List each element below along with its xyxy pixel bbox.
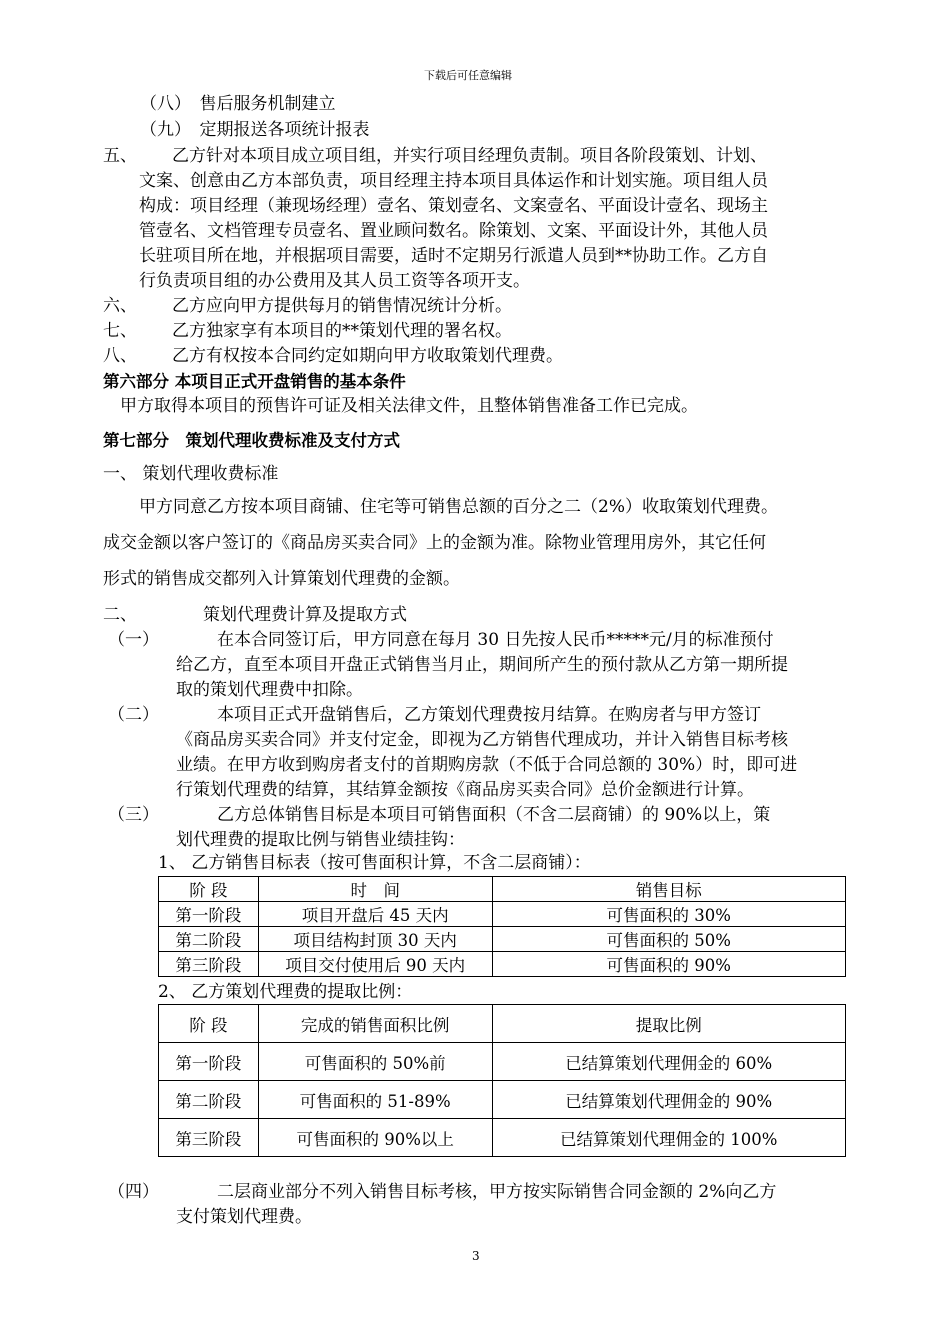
clause-1-number: （一） xyxy=(108,630,159,650)
column-header: 阶 段 xyxy=(159,877,259,902)
part-6-heading: 第六部分 本项目正式开盘销售的基本条件 xyxy=(103,372,406,391)
section-5-line-1: 乙方针对本项目成立项目组，并实行项目经理负责制。项目各阶段策划、计划、 xyxy=(172,146,767,166)
clause-2-number: （二） xyxy=(108,705,159,725)
table-cell: 已结算策划代理佣金的 90% xyxy=(492,1081,846,1119)
clause-3-line-2: 划代理费的提取比例与销售业绩挂钩： xyxy=(176,830,465,850)
fee-standard-line-3: 形式的销售成交都列入计算策划代理费的金额。 xyxy=(103,569,460,589)
table-cell: 可售面积的 30% xyxy=(492,902,845,927)
clause-1-line-1: 在本合同签订后，甲方同意在每月 30 日先按人民币*****元/月的标准预付 xyxy=(217,630,774,650)
item-9: （九） 定期报送各项统计报表 xyxy=(140,120,370,140)
section-7-text: 乙方独家享有本项目的**策划代理的署名权。 xyxy=(172,321,512,341)
section-6-number: 六、 xyxy=(103,296,137,316)
fee-standard-heading: 一、 策划代理收费标准 xyxy=(103,464,279,484)
section-6-text: 乙方应向甲方提供每月的销售情况统计分析。 xyxy=(172,296,512,316)
table-cell: 项目开盘后 45 天内 xyxy=(258,902,492,927)
table-cell: 第三阶段 xyxy=(159,952,259,977)
part-6-body: 甲方取得本项目的预售许可证及相关法律文件，且整体销售准备工作已完成。 xyxy=(120,396,698,416)
section-5-line-5: 长驻项目所在地，并根据项目需要，适时不定期另行派遣人员到**协助工作。乙方自 xyxy=(139,246,768,266)
column-header: 完成的销售面积比例 xyxy=(258,1005,492,1043)
clause-2-line-4: 行策划代理费的结算，其结算金额按《商品房买卖合同》总价金额进行计算。 xyxy=(176,780,754,800)
table-row xyxy=(159,927,846,952)
section-7-number: 七、 xyxy=(103,321,137,341)
column-header: 时 间 xyxy=(258,877,492,902)
clause-1-line-2: 给乙方，直至本项目开盘正式销售当月止，期间所产生的预付款从乙方第一期所提 xyxy=(176,655,788,675)
part-7-heading: 第七部分 策划代理收费标准及支付方式 xyxy=(103,431,400,450)
column-header: 提取比例 xyxy=(492,1005,846,1043)
table-cell: 第二阶段 xyxy=(159,927,259,952)
clause-2-line-3: 业绩。在甲方收到购房者支付的首期购房款（不低于合同总额的 30%）时，即可进 xyxy=(176,755,798,775)
table-cell: 项目交付使用后 90 天内 xyxy=(258,952,492,977)
section-5-line-4: 管壹名、文档管理专员壹名、置业顾问数名。除策划、文案、平面设计外，其他人员 xyxy=(139,221,768,241)
clause-4-number: （四） xyxy=(108,1182,159,1202)
fee-standard-line-2: 成交金额以客户签订的《商品房买卖合同》上的金额为准。除物业管理用房外，其它任何 xyxy=(103,533,766,553)
table-cell: 第一阶段 xyxy=(159,1043,259,1081)
calc-section-number: 二、 xyxy=(103,605,137,625)
table-cell: 项目结构封顶 30 天内 xyxy=(258,927,492,952)
section-5-line-6: 行负责项目组的办公费用及其人员工资等各项开支。 xyxy=(139,271,530,291)
page-header: 下载后可任意编辑 xyxy=(424,69,512,82)
clause-2-line-2: 《商品房买卖合同》并支付定金，即视为乙方销售代理成功，并计入销售目标考核 xyxy=(176,730,788,750)
clause-4-line-1: 二层商业部分不列入销售目标考核，甲方按实际销售合同金额的 2%向乙方 xyxy=(217,1182,777,1202)
table-cell: 可售面积的 90%以上 xyxy=(258,1119,492,1157)
clause-2-line-1: 本项目正式开盘销售后，乙方策划代理费按月结算。在购房者与甲方签订 xyxy=(217,705,761,725)
column-header: 阶 段 xyxy=(159,1005,259,1043)
calc-section-heading: 策划代理费计算及提取方式 xyxy=(203,605,407,625)
commission-ratio-table xyxy=(158,1004,846,1157)
clause-3-number: （三） xyxy=(108,805,159,825)
table-1-caption: 1、 乙方销售目标表（按可售面积计算，不含二层商铺）： xyxy=(158,853,591,873)
table-header-row xyxy=(159,1005,846,1043)
table-row xyxy=(159,902,846,927)
table-row xyxy=(159,1081,846,1119)
table-header-row xyxy=(159,877,846,902)
clause-4-line-2: 支付策划代理费。 xyxy=(176,1207,312,1227)
item-8: （八） 售后服务机制建立 xyxy=(140,94,336,114)
table-row xyxy=(159,1043,846,1081)
section-5-line-2: 文案、创意由乙方本部负责，项目经理主持本项目具体运作和计划实施。项目组人员 xyxy=(139,171,768,191)
page-number: 3 xyxy=(472,1249,480,1263)
clause-1-line-3: 取的策划代理费中扣除。 xyxy=(176,680,363,700)
section-5-line-3: 构成：项目经理（兼现场经理）壹名、策划壹名、文案壹名、平面设计壹名、现场主 xyxy=(139,196,768,216)
section-8-text: 乙方有权按本合同约定如期向甲方收取策划代理费。 xyxy=(172,346,563,366)
fee-standard-line-1: 甲方同意乙方按本项目商铺、住宅等可销售总额的百分之二（2%）收取策划代理费。 xyxy=(139,497,778,517)
table-2-caption: 2、 乙方策划代理费的提取比例： xyxy=(158,982,413,1002)
table-cell: 第二阶段 xyxy=(159,1081,259,1119)
sales-target-table xyxy=(158,876,846,977)
section-8-number: 八、 xyxy=(103,346,137,366)
table-cell: 已结算策划代理佣金的 60% xyxy=(492,1043,846,1081)
table-cell: 已结算策划代理佣金的 100% xyxy=(492,1119,846,1157)
table-cell: 可售面积的 51-89% xyxy=(258,1081,492,1119)
column-header: 销售目标 xyxy=(492,877,845,902)
clause-3-line-1: 乙方总体销售目标是本项目可销售面积（不含二层商铺）的 90%以上，策 xyxy=(217,805,771,825)
section-5-number: 五、 xyxy=(103,146,137,166)
table-cell: 第三阶段 xyxy=(159,1119,259,1157)
table-cell: 可售面积的 90% xyxy=(492,952,845,977)
table-cell: 可售面积的 50%前 xyxy=(258,1043,492,1081)
table-cell: 可售面积的 50% xyxy=(492,927,845,952)
table-cell: 第一阶段 xyxy=(159,902,259,927)
table-row xyxy=(159,1119,846,1157)
table-row xyxy=(159,952,846,977)
